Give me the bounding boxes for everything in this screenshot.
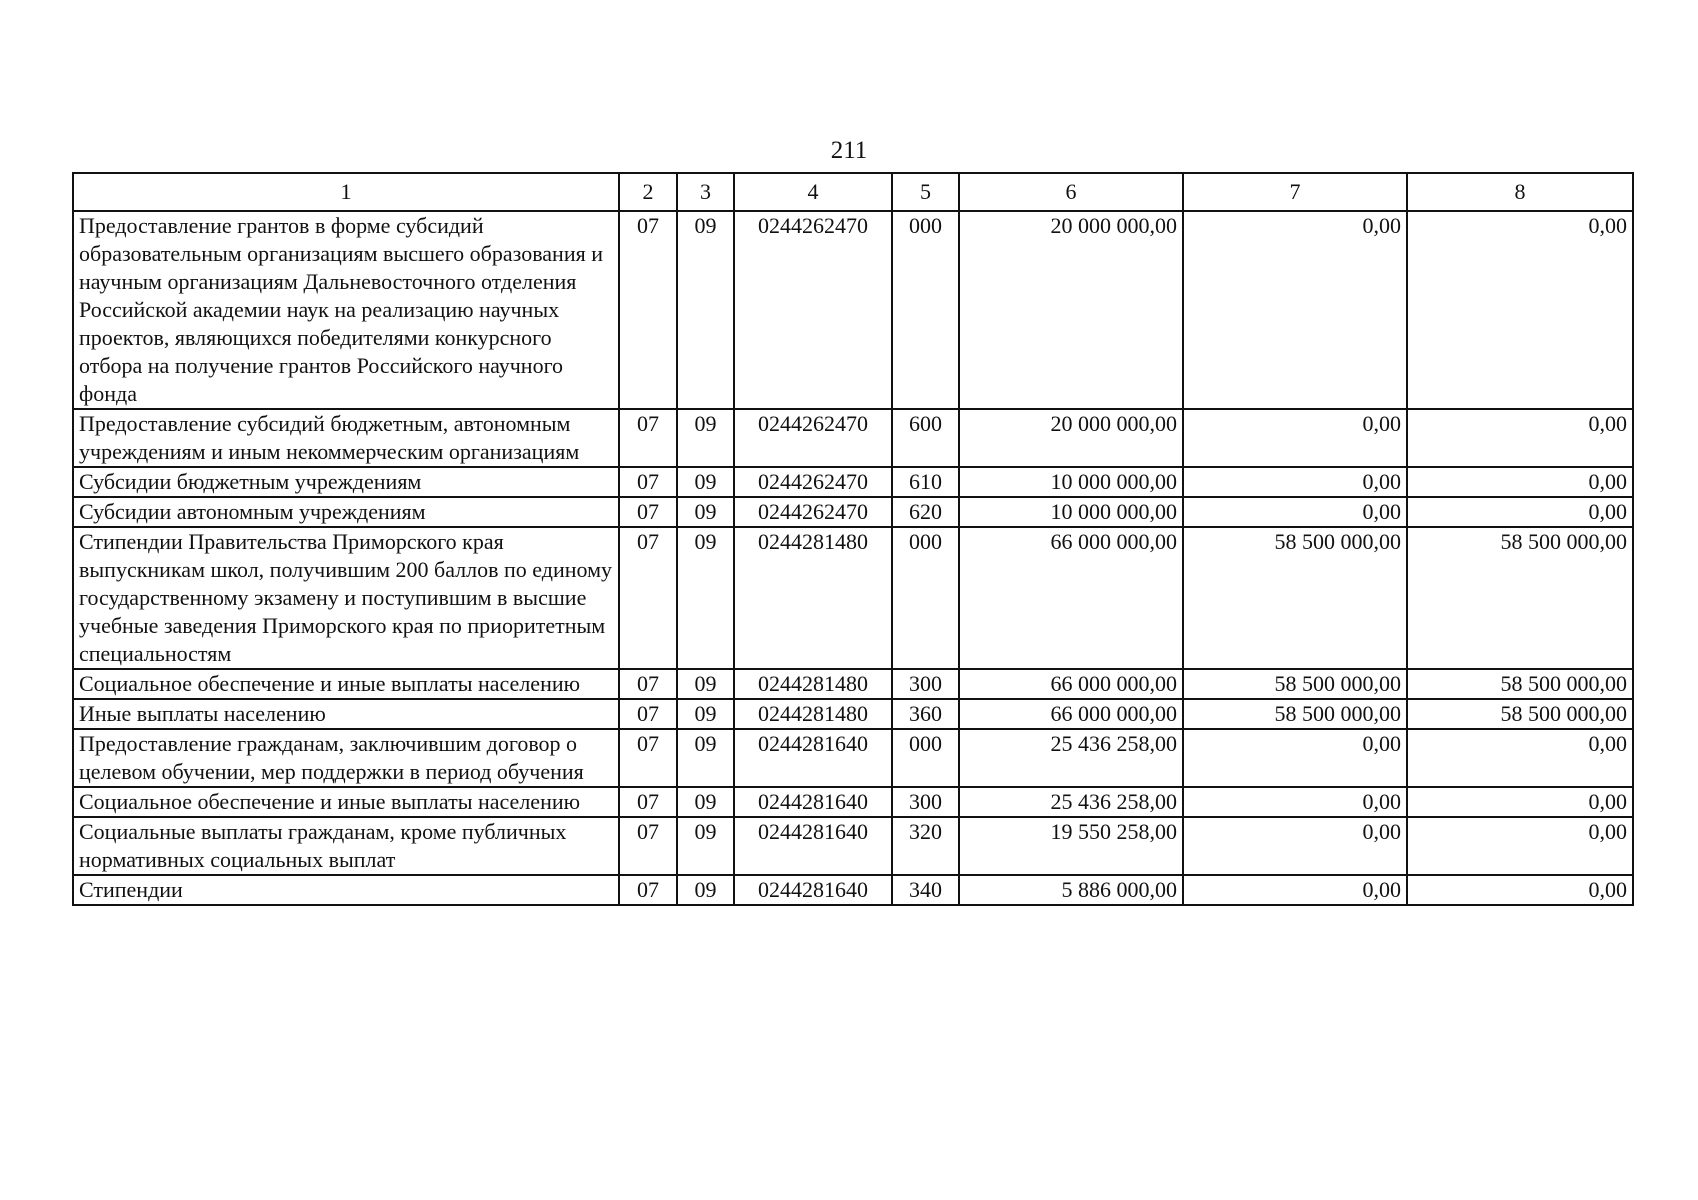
row-expense-type: 600 (892, 409, 959, 467)
row-amount-6: 20 000 000,00 (959, 211, 1183, 409)
row-name: Стипендии Правительства Приморского края выпускникам школ, получившим 200 баллов по единому государственному экзамену и поступившим в высшие учебные заведения Приморского края по приоритетным специальностям (73, 527, 619, 669)
row-name: Стипендии (73, 875, 619, 905)
row-amount-8: 58 500 000,00 (1407, 669, 1633, 699)
header-col-1: 1 (73, 173, 619, 211)
row-amount-6: 66 000 000,00 (959, 527, 1183, 669)
row-section: 07 (619, 875, 677, 905)
row-target-code: 0244281480 (734, 527, 892, 669)
table-row (73, 467, 1633, 497)
page-number: 211 (830, 137, 868, 164)
row-amount-6: 25 436 258,00 (959, 729, 1183, 787)
row-expense-type: 340 (892, 875, 959, 905)
header-col-4: 4 (734, 173, 892, 211)
table-row (73, 875, 1633, 905)
row-amount-8: 0,00 (1407, 817, 1633, 875)
row-name: Предоставление гражданам, заключившим договор о целевом обучении, мер поддержки в период обучения (73, 729, 619, 787)
row-expense-type: 620 (892, 497, 959, 527)
row-amount-8: 58 500 000,00 (1407, 527, 1633, 669)
row-expense-type: 000 (892, 527, 959, 669)
row-amount-7: 0,00 (1183, 467, 1407, 497)
table-row (73, 211, 1633, 409)
row-amount-7: 58 500 000,00 (1183, 527, 1407, 669)
row-section: 07 (619, 787, 677, 817)
row-subsection: 09 (677, 699, 734, 729)
header-col-2: 2 (619, 173, 677, 211)
row-amount-6: 5 886 000,00 (959, 875, 1183, 905)
row-amount-7: 0,00 (1183, 409, 1407, 467)
table-row (73, 699, 1633, 729)
row-expense-type: 610 (892, 467, 959, 497)
header-col-3: 3 (677, 173, 734, 211)
header-col-6: 6 (959, 173, 1183, 211)
row-expense-type: 000 (892, 729, 959, 787)
row-target-code: 0244281640 (734, 875, 892, 905)
row-section: 07 (619, 409, 677, 467)
row-subsection: 09 (677, 787, 734, 817)
table-row (73, 817, 1633, 875)
row-amount-7: 0,00 (1183, 211, 1407, 409)
row-expense-type: 300 (892, 669, 959, 699)
row-subsection: 09 (677, 467, 734, 497)
row-amount-8: 0,00 (1407, 787, 1633, 817)
row-section: 07 (619, 527, 677, 669)
row-name: Иные выплаты населению (73, 699, 619, 729)
row-section: 07 (619, 497, 677, 527)
row-name: Социальное обеспечение и иные выплаты населению (73, 669, 619, 699)
row-amount-8: 0,00 (1407, 729, 1633, 787)
header-col-5: 5 (892, 173, 959, 211)
row-amount-7: 0,00 (1183, 729, 1407, 787)
row-amount-8: 0,00 (1407, 409, 1633, 467)
table-row (73, 497, 1633, 527)
row-expense-type: 360 (892, 699, 959, 729)
row-target-code: 0244281640 (734, 787, 892, 817)
row-expense-type: 000 (892, 211, 959, 409)
row-amount-6: 66 000 000,00 (959, 699, 1183, 729)
table-row (73, 787, 1633, 817)
budget-table (72, 172, 1634, 906)
row-section: 07 (619, 817, 677, 875)
row-subsection: 09 (677, 527, 734, 669)
row-target-code: 0244262470 (734, 497, 892, 527)
row-section: 07 (619, 729, 677, 787)
row-section: 07 (619, 467, 677, 497)
row-subsection: 09 (677, 669, 734, 699)
row-amount-7: 0,00 (1183, 497, 1407, 527)
header-col-8: 8 (1407, 173, 1633, 211)
row-name: Субсидии автономным учреждениям (73, 497, 619, 527)
table-row (73, 527, 1633, 669)
row-amount-7: 58 500 000,00 (1183, 699, 1407, 729)
row-name: Предоставление субсидий бюджетным, автономным учреждениям и иным некоммерческим организациям (73, 409, 619, 467)
row-section: 07 (619, 699, 677, 729)
header-col-7: 7 (1183, 173, 1407, 211)
row-name: Субсидии бюджетным учреждениям (73, 467, 619, 497)
table-row (73, 729, 1633, 787)
row-expense-type: 320 (892, 817, 959, 875)
row-subsection: 09 (677, 409, 734, 467)
row-name: Предоставление грантов в форме субсидий образовательным организациям высшего образования и научным организациям Дальневосточного отделения Российской академии наук на реализацию научных проектов, являющихся победителями конкурсного отбора на получение грантов Российского научного фонда (73, 211, 619, 409)
row-target-code: 0244262470 (734, 211, 892, 409)
row-subsection: 09 (677, 875, 734, 905)
row-target-code: 0244281480 (734, 699, 892, 729)
row-amount-8: 0,00 (1407, 497, 1633, 527)
row-target-code: 0244281480 (734, 669, 892, 699)
row-name: Социальные выплаты гражданам, кроме публичных нормативных социальных выплат (73, 817, 619, 875)
row-subsection: 09 (677, 211, 734, 409)
row-target-code: 0244262470 (734, 409, 892, 467)
row-subsection: 09 (677, 729, 734, 787)
row-amount-8: 0,00 (1407, 875, 1633, 905)
row-section: 07 (619, 211, 677, 409)
row-amount-6: 25 436 258,00 (959, 787, 1183, 817)
row-target-code: 0244281640 (734, 817, 892, 875)
table-row (73, 669, 1633, 699)
row-subsection: 09 (677, 497, 734, 527)
row-amount-8: 58 500 000,00 (1407, 699, 1633, 729)
row-target-code: 0244281640 (734, 729, 892, 787)
row-subsection: 09 (677, 817, 734, 875)
row-amount-8: 0,00 (1407, 467, 1633, 497)
row-section: 07 (619, 669, 677, 699)
row-amount-6: 19 550 258,00 (959, 817, 1183, 875)
row-amount-6: 10 000 000,00 (959, 497, 1183, 527)
row-expense-type: 300 (892, 787, 959, 817)
row-amount-8: 0,00 (1407, 211, 1633, 409)
row-amount-6: 66 000 000,00 (959, 669, 1183, 699)
row-amount-6: 10 000 000,00 (959, 467, 1183, 497)
row-amount-7: 0,00 (1183, 817, 1407, 875)
row-amount-6: 20 000 000,00 (959, 409, 1183, 467)
row-name: Социальное обеспечение и иные выплаты населению (73, 787, 619, 817)
row-amount-7: 58 500 000,00 (1183, 669, 1407, 699)
row-amount-7: 0,00 (1183, 787, 1407, 817)
row-amount-7: 0,00 (1183, 875, 1407, 905)
table-row (73, 409, 1633, 467)
header-row (73, 173, 1633, 211)
row-target-code: 0244262470 (734, 467, 892, 497)
